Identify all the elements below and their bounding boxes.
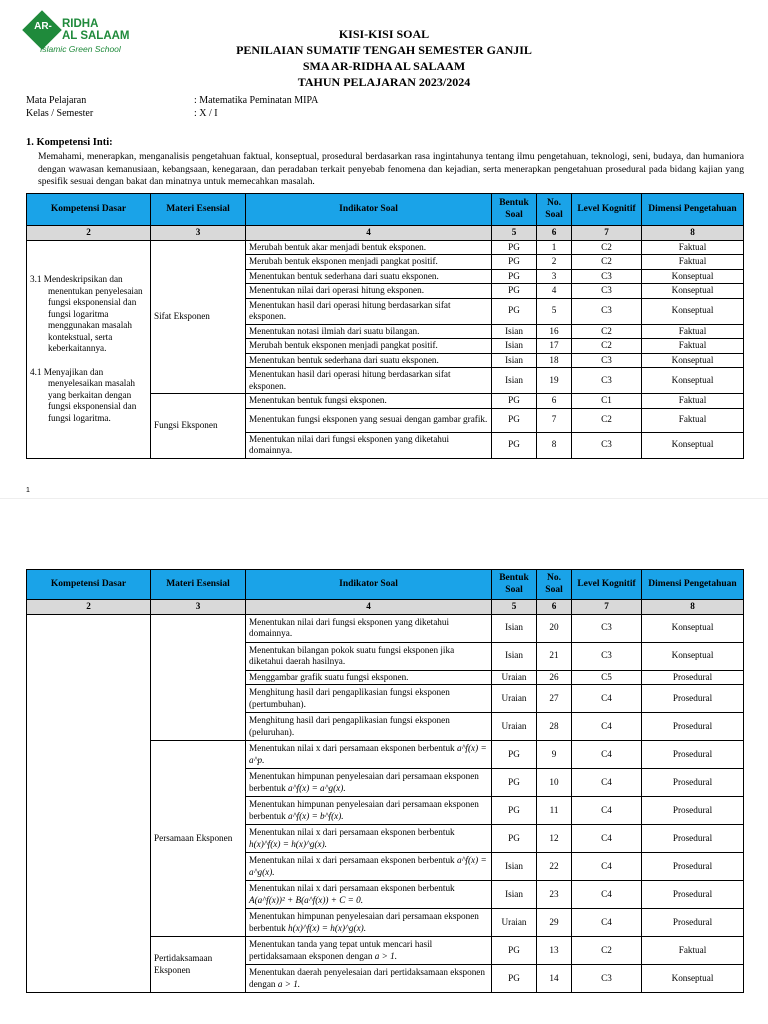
no-soal-cell: 3 <box>537 269 572 284</box>
indicator-cell: Menentukan nilai dari fungsi eksponen yang diketahui domainnya. <box>246 432 492 458</box>
no-soal-cell: 5 <box>537 298 572 324</box>
no-soal-cell: 19 <box>537 368 572 394</box>
no-soal-cell: 10 <box>537 769 572 797</box>
indicator-text: Menghitung hasil dari pengaplikasian fungsi eksponen (pertumbuhan). <box>249 687 450 709</box>
level-cell: C2 <box>572 937 642 965</box>
dimensi-cell: Konseptual <box>642 614 744 642</box>
kisi-table-2 <box>26 569 744 993</box>
dimensi-cell: Konseptual <box>642 642 744 670</box>
no-soal-cell: 20 <box>537 614 572 642</box>
no-soal-cell: 1 <box>537 240 572 255</box>
column-number: 6 <box>537 226 572 241</box>
dimensi-cell: Prosedural <box>642 741 744 769</box>
no-soal-cell: 12 <box>537 825 572 853</box>
dimensi-cell: Prosedural <box>642 881 744 909</box>
level-cell: C4 <box>572 713 642 741</box>
no-soal-cell: 17 <box>537 339 572 354</box>
indicator-text: Menentukan himpunan penyelesaian dari persamaan eksponen berbentuk <box>249 911 479 933</box>
bentuk-cell: Uraian <box>492 670 537 685</box>
indicator-text: Menentukan tanda yang tepat untuk mencari hasil pertidaksamaan eksponen dengan <box>249 939 433 961</box>
indicator-cell: Menentukan fungsi eksponen yang sesuai dengan gambar grafik. <box>246 408 492 432</box>
formula: a^f(x) = a^p. <box>249 743 487 765</box>
column-number: 3 <box>151 600 246 615</box>
kd-cell <box>27 614 151 993</box>
level-cell: C3 <box>572 642 642 670</box>
indicator-cell <box>246 713 492 741</box>
dimensi-cell: Faktual <box>642 240 744 255</box>
bentuk-cell: PG <box>492 298 537 324</box>
materi-cell <box>151 614 246 741</box>
column-number: 5 <box>492 226 537 241</box>
bentuk-cell: Uraian <box>492 909 537 937</box>
no-soal-cell: 26 <box>537 670 572 685</box>
level-cell: C4 <box>572 797 642 825</box>
indicator-text: Menentukan nilai dari fungsi eksponen yang diketahui domainnya. <box>249 616 450 638</box>
no-soal-cell: 16 <box>537 324 572 339</box>
bentuk-cell: Isian <box>492 339 537 354</box>
column-header: Dimensi Pengetahuan <box>642 194 744 226</box>
indicator-cell: Menentukan hasil dari operasi hitung berdasarkan sifat eksponen. <box>246 298 492 324</box>
indicator-cell <box>246 881 492 909</box>
materi-cell: Sifat Eksponen <box>151 240 246 394</box>
column-number: 4 <box>246 226 492 241</box>
formula: a > 1. <box>277 978 301 989</box>
column-number: 7 <box>572 226 642 241</box>
no-soal-cell: 14 <box>537 965 572 993</box>
level-cell: C3 <box>572 298 642 324</box>
subject-value: : Matematika Peminatan MIPA <box>194 95 319 106</box>
bentuk-cell: Isian <box>492 881 537 909</box>
bentuk-cell: PG <box>492 255 537 270</box>
dimensi-cell: Prosedural <box>642 769 744 797</box>
level-cell: C3 <box>572 353 642 368</box>
column-number: 7 <box>572 600 642 615</box>
column-header: Materi Esensial <box>151 570 246 600</box>
column-number: 6 <box>537 600 572 615</box>
kd-4-1: 4.1 Menyajikan dan menyelesaikan masalah yang berkaitan dengan fungsi eksponensial dan fungsi logaritma. <box>30 366 137 423</box>
indicator-cell: Menentukan notasi ilmiah dari suatu bilangan. <box>246 324 492 339</box>
no-soal-cell: 21 <box>537 642 572 670</box>
level-cell: C2 <box>572 255 642 270</box>
no-soal-cell: 6 <box>537 394 572 409</box>
no-soal-cell: 18 <box>537 353 572 368</box>
meta-class <box>26 108 218 120</box>
column-header: No. Soal <box>537 570 572 600</box>
indicator-cell <box>246 965 492 993</box>
materi-cell: Persamaan Eksponen <box>151 741 246 937</box>
no-soal-cell: 22 <box>537 853 572 881</box>
column-header: Kompetensi Dasar <box>27 194 151 226</box>
dimensi-cell: Faktual <box>642 408 744 432</box>
indicator-cell <box>246 741 492 769</box>
indicator-cell <box>246 670 492 685</box>
page-1 <box>0 0 768 494</box>
bentuk-cell: Isian <box>492 642 537 670</box>
level-cell: C4 <box>572 769 642 797</box>
indicator-text: Menentukan nilai x dari persamaan eksponen berbentuk <box>249 743 457 753</box>
bentuk-cell: PG <box>492 408 537 432</box>
column-header: Indikator Soal <box>246 194 492 226</box>
table-header-row <box>27 194 744 226</box>
logo-name-line2: AL SALAAM <box>62 30 130 42</box>
table-header-row <box>27 570 744 600</box>
indicator-cell <box>246 937 492 965</box>
level-cell: C4 <box>572 741 642 769</box>
level-cell: C3 <box>572 432 642 458</box>
column-number-row <box>27 600 744 615</box>
bentuk-cell: PG <box>492 269 537 284</box>
dimensi-cell: Konseptual <box>642 284 744 299</box>
doc-title-3: SMA AR-RIDHA AL SALAAM <box>302 59 466 73</box>
formula: h(x)^f(x) = h(x)^g(x). <box>288 922 367 933</box>
column-header: Materi Esensial <box>151 194 246 226</box>
kisi-table-1 <box>26 193 744 459</box>
bentuk-cell: Uraian <box>492 685 537 713</box>
level-cell: C3 <box>572 614 642 642</box>
indicator-cell: Menentukan nilai dari operasi hitung eksponen. <box>246 284 492 299</box>
indicator-cell: Merubah bentuk eksponen menjadi pangkat positif. <box>246 255 492 270</box>
indicator-cell <box>246 853 492 881</box>
indicator-text: Menentukan daerah penyelesaian dari pertidaksamaan eksponen dengan <box>249 967 485 989</box>
no-soal-cell: 23 <box>537 881 572 909</box>
column-header: Level Kognitif <box>572 194 642 226</box>
column-number: 3 <box>151 226 246 241</box>
no-soal-cell: 8 <box>537 432 572 458</box>
bentuk-cell: PG <box>492 240 537 255</box>
level-cell: C3 <box>572 269 642 284</box>
dimensi-cell: Faktual <box>642 255 744 270</box>
no-soal-cell: 9 <box>537 741 572 769</box>
class-value: : X / I <box>194 108 218 119</box>
no-soal-cell: 4 <box>537 284 572 299</box>
dimensi-cell: Konseptual <box>642 269 744 284</box>
no-soal-cell: 27 <box>537 685 572 713</box>
no-soal-cell: 2 <box>537 255 572 270</box>
dimensi-cell: Konseptual <box>642 965 744 993</box>
indicator-cell <box>246 614 492 642</box>
level-cell: C4 <box>572 853 642 881</box>
level-cell: C3 <box>572 965 642 993</box>
dimensi-cell: Konseptual <box>642 298 744 324</box>
level-cell: C3 <box>572 368 642 394</box>
column-number: 8 <box>642 600 744 615</box>
indicator-cell <box>246 909 492 937</box>
logo-subtitle: Islamic Green School <box>40 44 121 54</box>
indicator-cell <box>246 825 492 853</box>
indicator-cell: Merubah bentuk eksponen menjadi pangkat positif. <box>246 339 492 354</box>
indicator-text: Menentukan nilai x dari persamaan eksponen berbentuk <box>249 827 455 837</box>
indicator-cell: Menentukan bentuk sederhana dari suatu eksponen. <box>246 353 492 368</box>
no-soal-cell: 13 <box>537 937 572 965</box>
meta-subject <box>26 95 318 107</box>
bentuk-cell: PG <box>492 394 537 409</box>
formula: a^f(x) = b^f(x). <box>288 810 344 821</box>
column-header: Kompetensi Dasar <box>27 570 151 600</box>
dimensi-cell: Prosedural <box>642 825 744 853</box>
column-header: Indikator Soal <box>246 570 492 600</box>
materi-cell: Pertidaksamaan Eksponen <box>151 937 246 993</box>
dimensi-cell: Faktual <box>642 339 744 354</box>
dimensi-cell: Faktual <box>642 394 744 409</box>
class-label: Kelas / Semester <box>26 108 94 119</box>
column-header: Dimensi Pengetahuan <box>642 570 744 600</box>
indicator-cell: Merubah bentuk akar menjadi bentuk eksponen. <box>246 240 492 255</box>
formula: a > 1. <box>374 950 398 961</box>
indicator-cell: Menentukan hasil dari operasi hitung berdasarkan sifat eksponen. <box>246 368 492 394</box>
bentuk-cell: PG <box>492 825 537 853</box>
column-header: No. Soal <box>537 194 572 226</box>
level-cell: C5 <box>572 670 642 685</box>
dimensi-cell: Prosedural <box>642 670 744 685</box>
level-cell: C1 <box>572 394 642 409</box>
dimensi-cell: Prosedural <box>642 853 744 881</box>
indicator-cell: Menentukan bentuk sederhana dari suatu eksponen. <box>246 269 492 284</box>
column-number-row <box>27 226 744 241</box>
level-cell: C2 <box>572 339 642 354</box>
indicator-cell <box>246 769 492 797</box>
bentuk-cell: PG <box>492 937 537 965</box>
doc-title-4: TAHUN PELAJARAN 2023/2024 <box>297 75 471 89</box>
doc-title-2: PENILAIAN SUMATIF TENGAH SEMESTER GANJIL <box>236 43 532 57</box>
dimensi-cell: Prosedural <box>642 909 744 937</box>
level-cell: C2 <box>572 324 642 339</box>
kd-cell <box>27 240 151 458</box>
bentuk-cell: PG <box>492 284 537 299</box>
bentuk-cell: PG <box>492 769 537 797</box>
indicator-cell <box>246 642 492 670</box>
bentuk-cell: PG <box>492 432 537 458</box>
dimensi-cell: Prosedural <box>642 685 744 713</box>
bentuk-cell: PG <box>492 741 537 769</box>
bentuk-cell: PG <box>492 965 537 993</box>
level-cell: C3 <box>572 284 642 299</box>
bentuk-cell: PG <box>492 797 537 825</box>
formula: a^f(x) = a^g(x). <box>249 855 487 877</box>
indicator-text: Menghitung hasil dari pengaplikasian fungsi eksponen (peluruhan). <box>249 715 450 737</box>
table-row <box>27 240 744 255</box>
no-soal-cell: 7 <box>537 408 572 432</box>
dimensi-cell: Prosedural <box>642 713 744 741</box>
no-soal-cell: 28 <box>537 713 572 741</box>
no-soal-cell: 29 <box>537 909 572 937</box>
materi-cell: Fungsi Eksponen <box>151 394 246 459</box>
dimensi-cell: Konseptual <box>642 368 744 394</box>
column-number: 4 <box>246 600 492 615</box>
level-cell: C4 <box>572 685 642 713</box>
page-number: 1 <box>26 487 30 494</box>
level-cell: C2 <box>572 240 642 255</box>
indicator-text: Menentukan nilai x dari persamaan eksponen berbentuk <box>249 855 457 865</box>
bentuk-cell: Isian <box>492 353 537 368</box>
level-cell: C4 <box>572 881 642 909</box>
column-header: Bentuk Soal <box>492 570 537 600</box>
bentuk-cell: Uraian <box>492 713 537 741</box>
doc-title-1: KISI-KISI SOAL <box>338 27 430 41</box>
column-header: Bentuk Soal <box>492 194 537 226</box>
indicator-text: Menentukan himpunan penyelesaian dari persamaan eksponen berbentuk <box>249 771 479 793</box>
no-soal-cell: 11 <box>537 797 572 825</box>
bentuk-cell: Isian <box>492 368 537 394</box>
logo-mark-text: AR- <box>34 21 52 32</box>
dimensi-cell: Faktual <box>642 324 744 339</box>
column-number: 2 <box>27 226 151 241</box>
indicator-text: Menggambar grafik suatu fungsi eksponen. <box>249 671 409 682</box>
indicator-text: Menentukan bilangan pokok suatu fungsi eksponen jika diketahui daerah hasilnya. <box>249 644 455 666</box>
formula: A(a^f(x))² + B(a^f(x)) + C = 0. <box>249 894 364 905</box>
column-number: 8 <box>642 226 744 241</box>
level-cell: C4 <box>572 825 642 853</box>
indicator-text: Menentukan nilai x dari persamaan eksponen berbentuk <box>249 883 455 893</box>
dimensi-cell: Konseptual <box>642 432 744 458</box>
ki-heading: 1. Kompetensi Inti: <box>26 137 113 148</box>
indicator-cell <box>246 797 492 825</box>
table-row <box>27 614 744 642</box>
column-header: Level Kognitif <box>572 570 642 600</box>
formula: h(x)^f(x) = h(x)^g(x). <box>249 838 327 849</box>
dimensi-cell: Konseptual <box>642 353 744 368</box>
bentuk-cell: Isian <box>492 324 537 339</box>
bentuk-cell: Isian <box>492 614 537 642</box>
level-cell: C2 <box>572 408 642 432</box>
indicator-cell <box>246 685 492 713</box>
bentuk-cell: Isian <box>492 853 537 881</box>
logo-name-line1: RIDHA <box>62 18 99 30</box>
indicator-cell: Menentukan bentuk fungsi eksponen. <box>246 394 492 409</box>
subject-label: Mata Pelajaran <box>26 95 87 106</box>
page-separator <box>0 498 768 499</box>
column-number: 2 <box>27 600 151 615</box>
dimensi-cell: Prosedural <box>642 797 744 825</box>
level-cell: C4 <box>572 909 642 937</box>
column-number: 5 <box>492 600 537 615</box>
formula: a^f(x) = a^g(x). <box>288 782 346 793</box>
ki-text: Memahami, menerapkan, menganalisis pengetahuan faktual, konseptual, prosedural berdasarkan rasa ingintahunya tentang ilmu pengetahuan, teknologi, seni, budaya, dan humaniora dengan wawasan kemanusiaan, kebangsaan, kenegaraan, dan peradaban terkait penyebab fenomena dan kejadian, serta menerapkan pengetahuan prosedural pada bidang kajian yang spesifik sesuai dengan bakat dan minatnya untuk memecahkan masalah. <box>38 151 744 187</box>
kd-3-1: 3.1 Mendeskripsikan dan menentukan penyelesaian fungsi eksponensial dan fungsi logaritma menggunakan masalah kontekstual, serta keberkaitannya. <box>30 274 143 353</box>
indicator-text: Menentukan himpunan penyelesaian dari persamaan eksponen berbentuk <box>249 799 479 821</box>
dimensi-cell: Faktual <box>642 937 744 965</box>
